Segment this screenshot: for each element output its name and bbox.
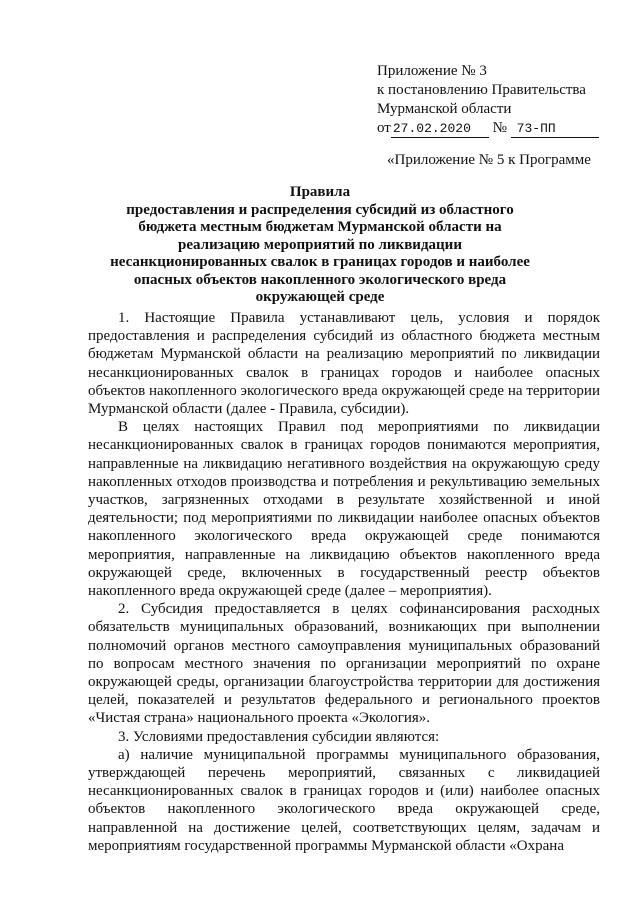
paragraph: 1. Настоящие Правила устанавливают цель, условия и порядок предоставления и распределения субсидий из областного бюджета местным бюджетам Мурманской области на реализацию мероприятий по ликвидации несанкционированных свалок в границах городов и наиболее опасных объектов накопленного экологического вреда окружающей среде на территории Мурманской области (далее - Правила, субсидии). [88,310,600,418]
resolution-reference: к постановлению Правительства [377,82,586,98]
date-number-line [377,119,617,138]
appendix-header [377,62,617,138]
document-body [88,309,600,855]
date-prefix: от [377,120,391,136]
resolution-date: 27.02.2020 [391,121,489,138]
title-subtitle: предоставления и распределения субсидий из областного бюджета местным бюджетам Мурманской области на реализацию мероприятий по ликвидации несанкционированных свалок в границах городов и наиболее опасных объектов накопленного экологического вреда окружающей среде [110,201,530,305]
number-sign: № [492,120,507,136]
paragraph: 2. Субсидия предоставляется в целях софинансирования расходных обязательств муниципальных образований, возникающих при выполнении полномочий органов местного самоуправления муниципальных образований по вопросам местного значения по организации мероприятий по охране окружающей среды, организации благоустройства территории для достижения целей, показателей и результатов федерального и регионального проектов «Чистая страна» национального проекта «Экология». [88,601,600,727]
appendix-number: Приложение № 3 [377,63,487,79]
paragraph: 3. Условиями предоставления субсидии являются: [118,728,440,745]
resolution-number: 73-ПП [511,121,599,138]
paragraph: а) наличие муниципальной программы муниципального образования, утверждающей перечень мероприятий, связанных с ликвидацией несанкционированных свалок в границах городов и (или) наиболее опасных объектов накопленного экологического вреда окружающей среде, направленной на достижение целей, соответствующих целям, задачам и мероприятиям государственной программы Мурманской области «Охрана [88,746,600,854]
region-name: Мурманской области [377,101,512,117]
paragraph: В целях настоящих Правил под мероприятиями по ликвидации несанкционированных свалок в границах городов понимаются мероприятия, направленные на ликвидацию негативного воздействия на окружающую среду накопленных отходов производства и потребления и рекультивацию земельных участков, загрязненных отходами в результате хозяйственной и иной деятельности; под мероприятиями по ликвидации наиболее опасных объектов накопленного экологического вреда окружающей среде понимаются мероприятия, направленные на ликвидацию объектов накопленного вреда окружающей среде, включенных в государственный реестр объектов накопленного вреда окружающей среде (далее – мероприятия). [88,419,600,600]
document-title [100,184,540,307]
program-appendix-note: «Приложение № 5 к Программе [387,152,591,168]
title-heading: Правила [289,184,351,200]
